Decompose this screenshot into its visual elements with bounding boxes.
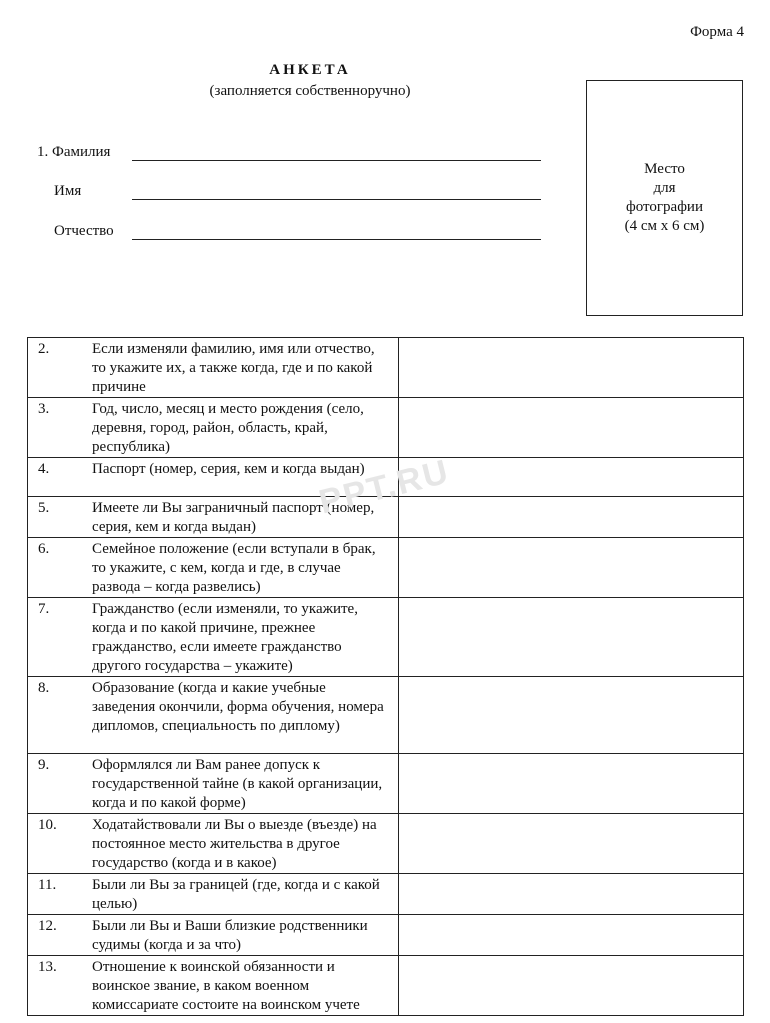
question-text: Были ли Вы за границей (где, когда и с какой целью) xyxy=(92,874,399,915)
form-title: АНКЕТА xyxy=(269,62,351,78)
answer-cell[interactable] xyxy=(399,538,744,598)
answer-cell[interactable] xyxy=(399,915,744,956)
answer-cell[interactable] xyxy=(399,458,744,497)
answer-cell[interactable] xyxy=(399,814,744,874)
question-number: 5. xyxy=(28,497,93,538)
question-text: Семейное положение (если вступали в брак, то укажите, с кем, когда и где, в случае развода – когда развелись) xyxy=(92,538,399,598)
question-row xyxy=(28,814,744,874)
question-number: 2. xyxy=(28,338,93,398)
patronymic-label: Отчество xyxy=(54,223,114,239)
question-row xyxy=(28,398,744,458)
question-row xyxy=(28,915,744,956)
question-row xyxy=(28,338,744,398)
question-text: Ходатайствовали ли Вы о выезде (въезде) на постоянное место жительства в другое государство (когда и в какое) xyxy=(92,814,399,874)
form-number: Форма 4 xyxy=(690,24,744,40)
question-text: Паспорт (номер, серия, кем и когда выдан) xyxy=(92,458,399,497)
question-row xyxy=(28,598,744,677)
question-number: 11. xyxy=(28,874,93,915)
watermark: PPT.RU xyxy=(315,452,454,522)
question-row xyxy=(28,874,744,915)
question-text: Если изменяли фамилию, имя или отчество, то укажите их, а также когда, где и по какой причине xyxy=(92,338,399,398)
name-label: Имя xyxy=(54,183,82,199)
questionnaire-table xyxy=(27,337,744,1016)
question-text: Отношение к воинской обязанности и воинское звание, в каком военном комиссариате состоите на воинском учете xyxy=(92,956,399,1016)
photo-line-3: фотографии xyxy=(626,199,703,215)
question-number: 8. xyxy=(28,677,93,754)
photo-line-2: для xyxy=(653,180,676,196)
question-number: 6. xyxy=(28,538,93,598)
question-number: 7. xyxy=(28,598,93,677)
question-text: Имеете ли Вы заграничный паспорт (номер, серия, кем и когда выдан) xyxy=(92,497,399,538)
question-row xyxy=(28,677,744,754)
answer-cell[interactable] xyxy=(399,338,744,398)
question-row xyxy=(28,458,744,497)
question-row xyxy=(28,538,744,598)
question-number: 3. xyxy=(28,398,93,458)
question-text: Гражданство (если изменяли, то укажите, когда и по какой причине, прежнее гражданство, если имеете гражданство другого государства – укажите) xyxy=(92,598,399,677)
question-number: 9. xyxy=(28,754,93,814)
name-field[interactable] xyxy=(132,199,541,200)
answer-cell[interactable] xyxy=(399,874,744,915)
answer-cell[interactable] xyxy=(399,598,744,677)
photo-placeholder xyxy=(586,80,743,316)
answer-cell[interactable] xyxy=(399,398,744,458)
question-row xyxy=(28,956,744,1016)
photo-line-4: (4 см х 6 см) xyxy=(624,218,705,234)
answer-cell[interactable] xyxy=(399,677,744,754)
photo-line-1: Место xyxy=(644,161,685,177)
question-number: 4. xyxy=(28,458,93,497)
question-number: 12. xyxy=(28,915,93,956)
question-row xyxy=(28,754,744,814)
question-text: Были ли Вы и Ваши близкие родственники судимы (когда и за что) xyxy=(92,915,399,956)
answer-cell[interactable] xyxy=(399,754,744,814)
question-number: 10. xyxy=(28,814,93,874)
question-text: Год, число, месяц и место рождения (село, деревня, город, район, область, край, республика) xyxy=(92,398,399,458)
surname-label: 1. Фамилия xyxy=(37,144,111,160)
answer-cell[interactable] xyxy=(399,956,744,1016)
answer-cell[interactable] xyxy=(399,497,744,538)
question-text: Образование (когда и какие учебные заведения окончили, форма обучения, номера дипломов, специальность по диплому) xyxy=(92,677,399,754)
patronymic-field[interactable] xyxy=(132,239,541,240)
question-number: 13. xyxy=(28,956,93,1016)
question-text: Оформлялся ли Вам ранее допуск к государственной тайне (в какой организации, когда и по какой форме) xyxy=(92,754,399,814)
surname-field[interactable] xyxy=(132,160,541,161)
form-subtitle: (заполняется собственноручно) xyxy=(209,83,411,99)
question-row xyxy=(28,497,744,538)
